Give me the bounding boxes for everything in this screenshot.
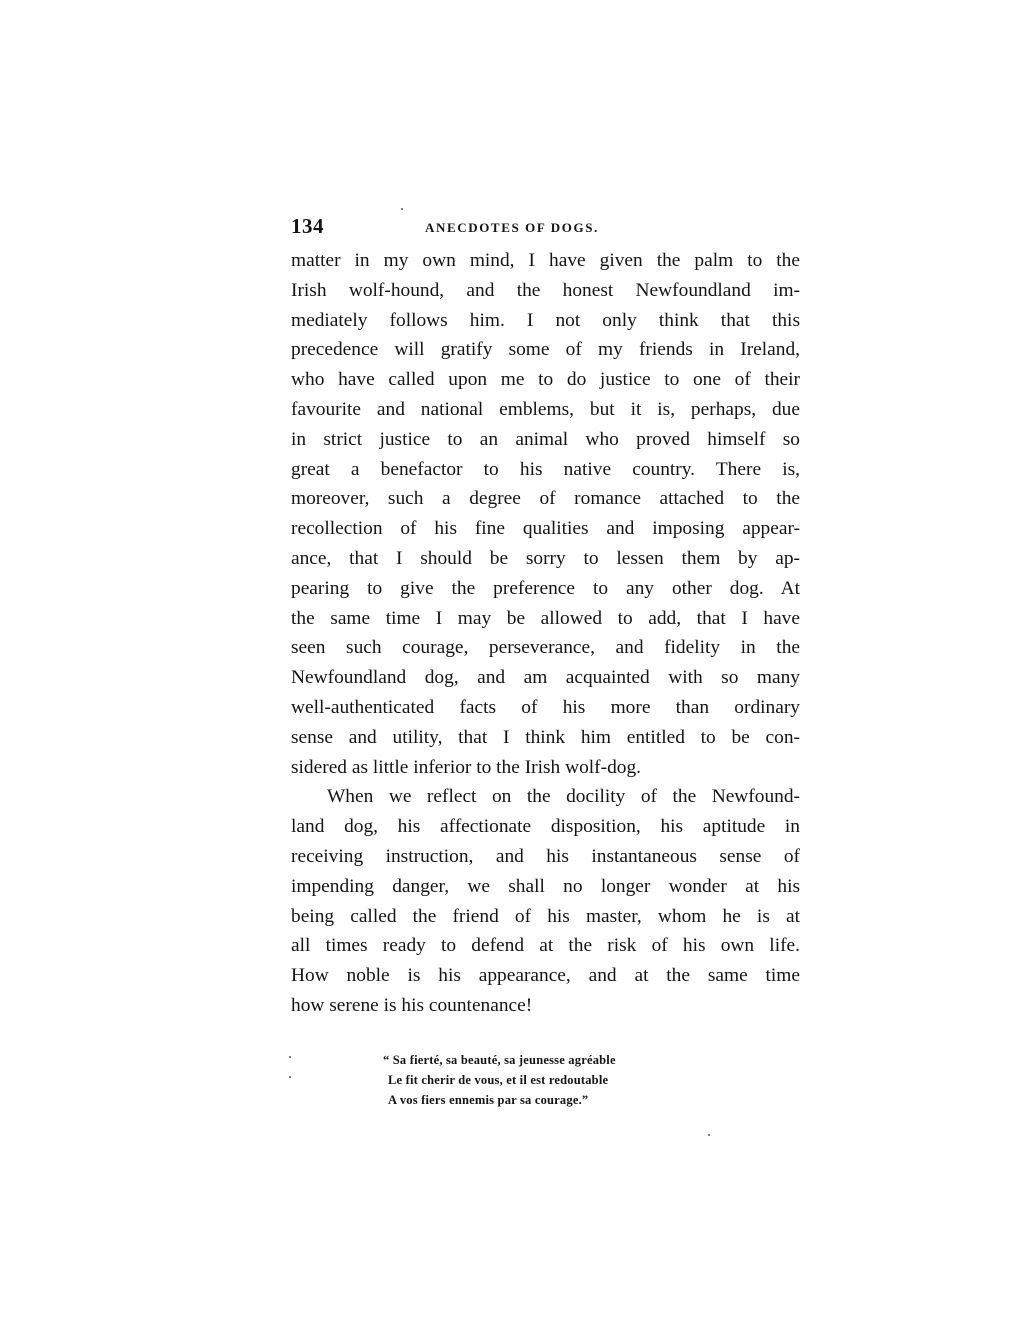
text-line: being called the friend of his master, whom he is at — [291, 905, 800, 927]
text-line: mediately follows him. I not only think that this — [291, 309, 800, 331]
text-line: how serene is his countenance! — [291, 994, 533, 1016]
text-line: recollection of his fine qualities and imposing appear- — [291, 518, 800, 540]
text-line: How noble is his appearance, and at the same time — [291, 965, 800, 987]
text-line: receiving instruction, and his instantaneous sense of — [291, 845, 800, 867]
text-line: pearing to give the preference to any other dog. At — [291, 577, 800, 599]
text-line: moreover, such a degree of romance attached to the — [291, 488, 800, 510]
text-line: Newfoundland dog, and am acquainted with so many — [291, 667, 800, 689]
text-line: Irish wolf-hound, and the honest Newfoundland im- — [291, 279, 800, 301]
scan-speck — [708, 1134, 710, 1136]
text-line: ance, that I should be sorry to lessen them by ap- — [291, 547, 800, 569]
scan-speck — [289, 1076, 291, 1078]
page-number: 134 — [291, 214, 324, 238]
text-line: sense and utility, that I think him entitled to be con- — [291, 726, 800, 748]
text-line: great a benefactor to his native country. There is, — [291, 458, 800, 480]
text-line: well-authenticated facts of his more than ordinary — [291, 696, 800, 718]
verse-quotation — [383, 1050, 616, 1110]
scan-speck — [401, 208, 403, 210]
quote-line: Le fit cherir de vous, et il est redoutable — [388, 1073, 609, 1087]
quote-line: “ Sa fierté, sa beauté, sa jeunesse agréable — [383, 1053, 616, 1067]
scan-speck — [289, 1056, 291, 1058]
paragraph-1 — [291, 246, 800, 782]
text-line: who have called upon me to do justice to one of their — [291, 369, 800, 391]
text-line: When we reflect on the docility of the Newfound- — [327, 786, 800, 808]
text-line: impending danger, we shall no longer wonder at his — [291, 875, 800, 897]
text-line: matter in my own mind, I have given the palm to the — [291, 250, 800, 271]
text-line: the same time I may be allowed to add, that I have — [291, 607, 800, 629]
text-line: seen such courage, perseverance, and fidelity in the — [291, 637, 800, 659]
book-page — [291, 214, 800, 1021]
text-line: all times ready to defend at the risk of his own life. — [291, 935, 800, 957]
text-line: favourite and national emblems, but it is, perhaps, due — [291, 398, 800, 420]
paragraph-2 — [291, 782, 800, 1020]
text-line: sidered as little inferior to the Irish wolf-dog. — [291, 756, 642, 778]
text-line: precedence will gratify some of my friends in Ireland, — [291, 339, 800, 361]
quote-line: A vos fiers ennemis par sa courage.” — [388, 1093, 589, 1107]
running-head — [291, 214, 800, 244]
text-line: in strict justice to an animal who proved himself so — [291, 428, 800, 450]
running-title: ANECDOTES OF DOGS. — [425, 220, 599, 235]
text-line: land dog, his affectionate disposition, his aptitude in — [291, 816, 800, 838]
